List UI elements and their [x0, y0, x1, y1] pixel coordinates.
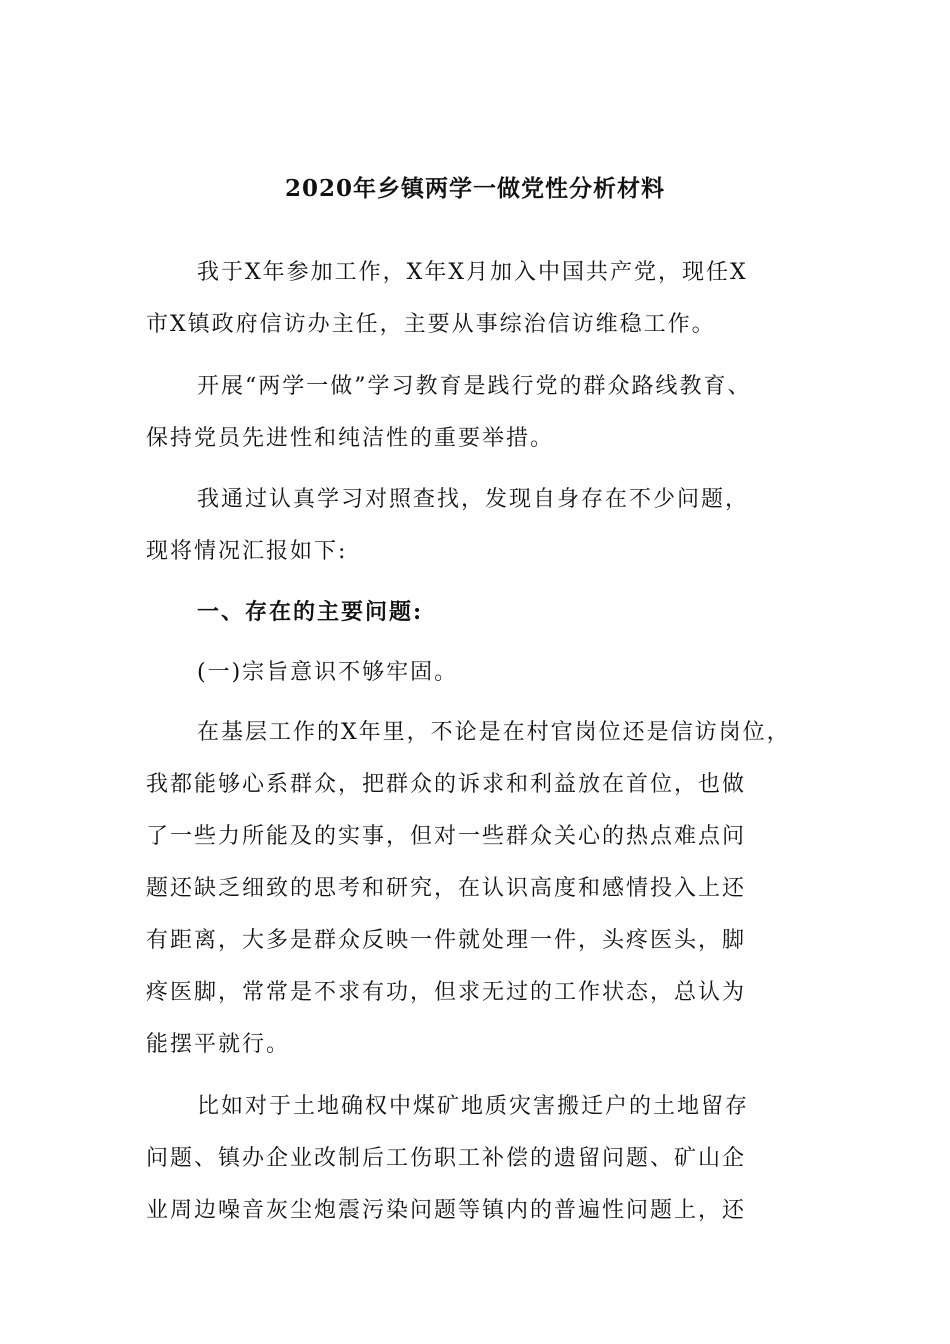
paragraph-line: 现将情况汇报如下:	[146, 539, 348, 564]
paragraph-line: 市X镇政府信访办主任，主要从事综治信访维稳工作。	[146, 312, 716, 337]
paragraph-line: 问题、镇办企业改制后工伤职工补偿的遗留问题、矿山企	[146, 1146, 747, 1171]
document-title: 2020年乡镇两学一做党性分析材料	[284, 175, 665, 202]
paragraph-line: 开展“两学一做”学习教育是践行党的群众路线教育、	[197, 374, 752, 399]
section-heading: 一、存在的主要问题:	[197, 599, 424, 625]
paragraph-line: 能摆平就行。	[146, 1032, 291, 1057]
paragraph-line: 了一些力所能及的实事，但对一些群众关心的热点难点问	[146, 824, 747, 849]
paragraph-line: 在基层工作的X年里，不论是在村官岗位还是信访岗位，	[197, 720, 791, 745]
paragraph-line: 题还缺乏细致的思考和研究，在认识高度和感情投入上还	[146, 876, 747, 901]
paragraph-line: 比如对于土地确权中煤矿地质灾害搬迁户的土地留存	[197, 1094, 750, 1119]
paragraph-line: 我通过认真学习对照查找，发现自身存在不少问题，	[197, 487, 750, 512]
paragraph-line: 我都能够心系群众，把群众的诉求和利益放在首位，也做	[146, 772, 747, 797]
subsection-heading: (一)宗旨意识不够牢固。	[197, 660, 459, 685]
paragraph-line: 业周边噪音灰尘炮震污染问题等镇内的普遍性问题上，还	[146, 1198, 747, 1223]
paragraph-line: 我于X年参加工作，X年X月加入中国共产党，现任X	[197, 260, 748, 285]
paragraph-line: 保持党员先进性和纯洁性的重要举措。	[146, 426, 555, 451]
paragraph-line: 疼医脚，常常是不求有功，但求无过的工作状态，总认为	[146, 980, 747, 1005]
paragraph-line: 有距离，大多是群众反映一件就处理一件，头疼医头，脚	[146, 928, 747, 953]
